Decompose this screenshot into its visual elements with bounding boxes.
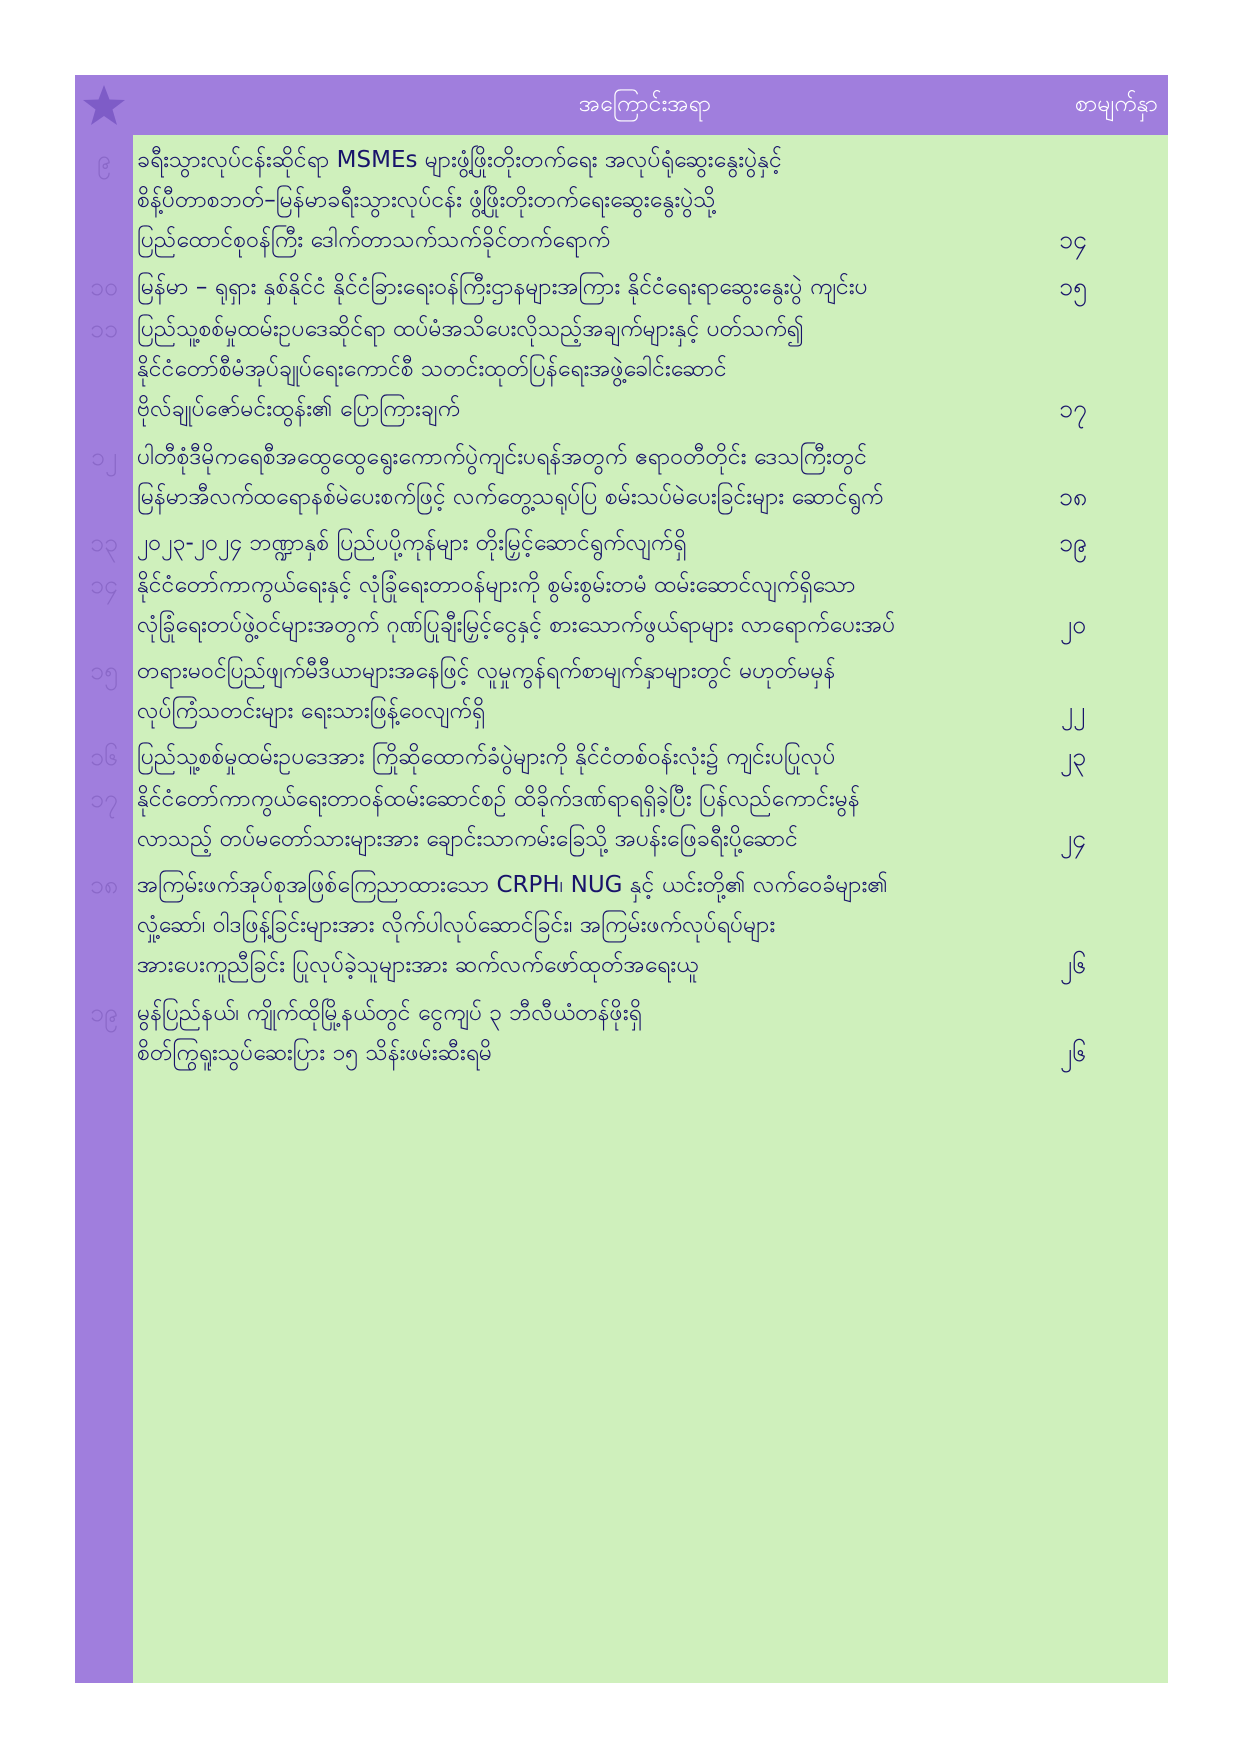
entry-number: ၁၉ bbox=[89, 998, 119, 1027]
toc-entry[interactable] bbox=[75, 267, 1168, 309]
toc-entry[interactable] bbox=[75, 309, 1168, 435]
entry-page-number: ၂၆ bbox=[1059, 1038, 1087, 1067]
entry-page-number: ၁၄ bbox=[1058, 225, 1088, 254]
entry-title bbox=[137, 865, 1037, 985]
entry-title bbox=[137, 267, 1037, 307]
toc-entry[interactable] bbox=[75, 737, 1168, 779]
entry-title-line: စိန့်ပီတာစဘတ်–မြန်မာခရီးသွားလုပ်ငန်း ဖွံ့ဖြိုးတိုးတက်ရေးဆွေးနွေးပွဲသို့ bbox=[137, 187, 716, 213]
entry-title-line: အကြမ်းဖက်အုပ်စုအဖြစ်ကြေညာထားသော CRPH၊ NUG နှင့် ယင်းတို့၏ လက်ဝေခံများ၏ bbox=[137, 872, 888, 898]
entry-title-line: နိုင်ငံတော်ကာကွယ်ရေးတာဝန်ထမ်းဆောင်စဉ် ထိခိုက်ဒဏ်ရာရရှိခဲ့ပြီး ပြန်လည်ကောင်းမွန် bbox=[137, 786, 860, 812]
entry-title-line: လာသည့် တပ်မတော်သားများအား ချောင်းသာကမ်းခြေသို့ အပန်းဖြေခရီးပို့ဆောင် bbox=[137, 826, 798, 852]
entry-title-line: အားပေးကူညီခြင်း ပြုလုပ်ခဲ့သူများအား ဆက်လက်ဖော်ထုတ်အရေးယူ bbox=[137, 952, 699, 978]
entry-number: ၁၆ bbox=[89, 742, 119, 771]
entry-page-number: ၂၀ bbox=[1059, 610, 1087, 639]
entry-title bbox=[137, 437, 1037, 517]
entry-number: ၁၈ bbox=[89, 870, 119, 899]
toc-entry[interactable] bbox=[75, 437, 1168, 521]
entry-title-line: နိုင်ငံတော်ကာကွယ်ရေးနှင့် လုံခြုံရေးတာဝန်များကို စွမ်းစွမ်းတမံ ထမ်းဆောင်လျက်ရှိသော bbox=[137, 572, 856, 598]
entry-number: ၁၁ bbox=[89, 314, 119, 343]
entry-title-line: မြန်မာ – ရုရှား နှစ်နိုင်ငံ နိုင်ငံခြားရေးဝန်ကြီးဌာနများအကြား နိုင်ငံရေးရာဆွေးနွေးပွဲ ကျင်းပ bbox=[137, 274, 868, 300]
entry-number: ၁၅ bbox=[89, 656, 119, 685]
entry-title-line: ပါတီစုံဒီမိုကရေစီအထွေထွေရွေးကောက်ပွဲကျင်းပရန်အတွက် ဧရာဝတီတိုင်း ဒေသကြီးတွင် bbox=[137, 444, 868, 470]
entry-title bbox=[137, 737, 1037, 777]
entry-title-line: စိတ်ကြွရူးသွပ်ဆေးပြား ၁၅ သိန်းဖမ်းဆီးရမိ bbox=[137, 1040, 493, 1066]
toc-entry[interactable] bbox=[75, 779, 1168, 863]
entry-page-number: ၁၅ bbox=[1058, 272, 1088, 301]
entry-number: ၁၄ bbox=[89, 570, 119, 599]
entry-page-number: ၂၄ bbox=[1059, 824, 1087, 853]
entry-title-line: မြန်မာအီလက်ထရောနစ်မဲပေးစက်ဖြင့် လက်တွေ့သရုပ်ပြ စမ်းသပ်မဲပေးခြင်းများ ဆောင်ရွက် bbox=[137, 484, 884, 510]
toc-entry[interactable] bbox=[75, 140, 1168, 266]
entry-page-number: ၁၉ bbox=[1058, 528, 1088, 557]
entry-title bbox=[137, 779, 1037, 859]
entry-title-line: ပြည်သူ့စစ်မှုထမ်းဥပဒေဆိုင်ရာ ထပ်မံအသိပေးလိုသည့်အချက်များနှင့် ပတ်သက်၍ bbox=[137, 316, 805, 342]
entry-title bbox=[137, 993, 1037, 1073]
entry-title bbox=[137, 651, 1037, 731]
entry-number: ၁၇ bbox=[89, 784, 119, 813]
toc-entry[interactable] bbox=[75, 565, 1168, 649]
entry-title-line: လှုံ့ဆော်၊ ဝါဒဖြန့်ခြင်းများအား လိုက်ပါလုပ်ဆောင်ခြင်း၊ အကြမ်းဖက်လုပ်ရပ်များ bbox=[137, 912, 776, 938]
entry-title-line: လုံခြုံရေးတပ်ဖွဲ့ဝင်များအတွက် ဂုဏ်ပြုချီးမြှင့်ငွေနှင့် စားသောက်ဖွယ်ရာများ လာရောက်ပေးအပ် bbox=[137, 612, 896, 638]
entry-number: ၁၂ bbox=[90, 442, 118, 471]
entry-page-number: ၁၈ bbox=[1058, 482, 1088, 511]
toc-header bbox=[75, 75, 1168, 135]
entry-number: ၁၃ bbox=[89, 528, 119, 557]
entry-title-line: တရားမဝင်ပြည်ဖျက်မီဒီယာများအနေဖြင့် လူမှုကွန်ရက်စာမျက်နှာများတွင် မဟုတ်မမှန် bbox=[137, 658, 836, 684]
entry-title-line: ဗိုလ်ချုပ်ဇော်မင်းထွန်း၏ ပြောကြားချက် bbox=[137, 396, 460, 422]
entry-title-line: ၂၀၂၃-၂၀၂၄ ဘဏ္ဍာနှစ် ပြည်ပပို့ကုန်များ တိုးမြှင့်ဆောင်ရွက်လျက်ရှိ bbox=[137, 530, 687, 556]
toc-entry[interactable] bbox=[75, 993, 1168, 1077]
entry-page-number: ၁၇ bbox=[1058, 394, 1088, 423]
entry-page-number: ၂၆ bbox=[1059, 950, 1087, 979]
entry-title-line: ခရီးသွားလုပ်ငန်းဆိုင်ရာ MSMEs များဖွံ့ဖြိုးတိုးတက်ရေး အလုပ်ရုံဆွေးနွေးပွဲနှင့် bbox=[137, 147, 782, 173]
toc-entry[interactable] bbox=[75, 523, 1168, 565]
entry-title-line: နိုင်ငံတော်စီမံအုပ်ချုပ်ရေးကောင်စီ သတင်းထုတ်ပြန်ရေးအဖွဲ့ခေါင်းဆောင် bbox=[137, 356, 727, 382]
entry-title bbox=[137, 140, 1037, 260]
header-page-label: စာမျက်နှာ bbox=[1074, 91, 1158, 117]
entry-page-number: ၂၂ bbox=[1060, 696, 1086, 725]
entry-title bbox=[137, 565, 1037, 645]
entry-page-number: ၂၃ bbox=[1059, 742, 1087, 771]
entry-title bbox=[137, 309, 1037, 429]
toc-entry[interactable] bbox=[75, 865, 1168, 991]
entry-title-line: ပြည်ထောင်စုဝန်ကြီး ဒေါက်တာသက်သက်ခိုင်တက်ရောက် bbox=[137, 227, 611, 253]
star-icon bbox=[75, 75, 133, 135]
entry-title-line: မွန်ပြည်နယ်၊ ကျိုက်ထိုမြို့နယ်တွင် ငွေကျပ် ၃ ဘီလီယံတန်ဖိုးရှိ bbox=[137, 1000, 642, 1026]
entry-title-line: ပြည်သူ့စစ်မှုထမ်းဥပဒေအား ကြိုဆိုထောက်ခံပွဲများကို နိုင်ငံတစ်ဝန်းလုံး၌ ကျင်းပပြုလုပ် bbox=[137, 744, 836, 770]
entry-number: ၁၀ bbox=[89, 272, 119, 301]
entry-title bbox=[137, 523, 1037, 563]
toc-entry[interactable] bbox=[75, 651, 1168, 735]
header-title: အကြောင်းအရာ bbox=[578, 91, 712, 117]
entry-title-line: လုပ်ကြံသတင်းများ ရေးသားဖြန့်ဝေလျက်ရှိ bbox=[137, 698, 485, 724]
toc-panel bbox=[75, 75, 1168, 1683]
entry-number: ၉ bbox=[96, 145, 112, 174]
